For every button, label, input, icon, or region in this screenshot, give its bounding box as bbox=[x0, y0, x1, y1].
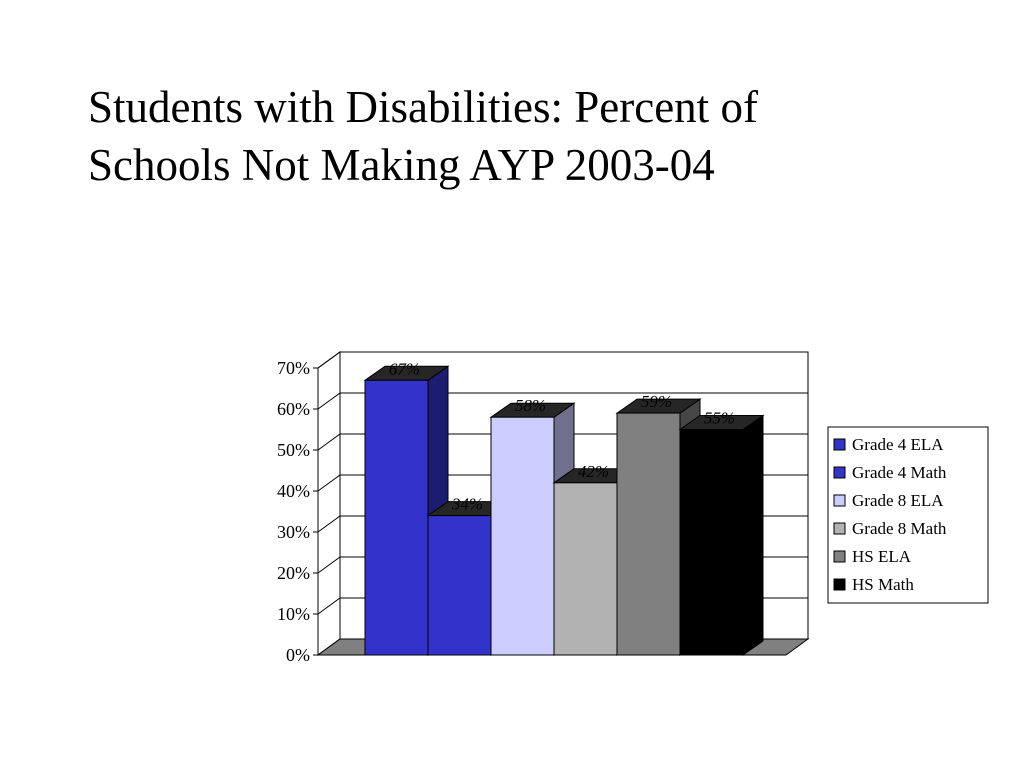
legend-label: Grade 4 ELA bbox=[852, 435, 944, 454]
bar bbox=[617, 413, 680, 655]
bar-side bbox=[743, 416, 763, 656]
title-line-2: Schools Not Making AYP 2003-04 bbox=[88, 140, 715, 190]
legend-label: Grade 4 Math bbox=[852, 463, 947, 482]
bar bbox=[491, 417, 554, 655]
bar bbox=[554, 483, 617, 655]
y-tick-label: 20% bbox=[277, 563, 310, 583]
y-tick-label: 40% bbox=[277, 481, 310, 501]
legend-label: HS ELA bbox=[852, 547, 912, 566]
y-tick-label: 70% bbox=[277, 358, 310, 378]
y-tick-label: 0% bbox=[286, 645, 310, 665]
legend-swatch bbox=[834, 495, 845, 506]
bar-value-label: 59% bbox=[640, 392, 673, 412]
legend-swatch bbox=[834, 523, 845, 534]
y-tick-label: 50% bbox=[277, 440, 310, 460]
bar bbox=[680, 430, 743, 656]
legend-swatch bbox=[834, 439, 845, 450]
legend-label: HS Math bbox=[852, 575, 914, 594]
title-line-1: Students with Disabilities: Percent of bbox=[88, 82, 758, 132]
chart-side-wall bbox=[318, 352, 340, 655]
legend-label: Grade 8 Math bbox=[852, 519, 947, 538]
bar-value-label: 67% bbox=[388, 359, 421, 379]
bar-value-label: 55% bbox=[703, 408, 736, 428]
y-tick-label: 10% bbox=[277, 604, 310, 624]
legend-swatch bbox=[834, 579, 845, 590]
bar-value-label: 34% bbox=[451, 494, 484, 514]
bar-value-label: 58% bbox=[514, 396, 547, 416]
legend-label: Grade 8 ELA bbox=[852, 491, 944, 510]
y-tick-label: 60% bbox=[277, 399, 310, 419]
bar bbox=[365, 380, 428, 655]
bar bbox=[428, 516, 491, 655]
bar-value-label: 42% bbox=[577, 461, 610, 481]
legend-swatch bbox=[834, 551, 845, 562]
legend-swatch bbox=[834, 467, 845, 478]
y-tick-label: 30% bbox=[277, 522, 310, 542]
